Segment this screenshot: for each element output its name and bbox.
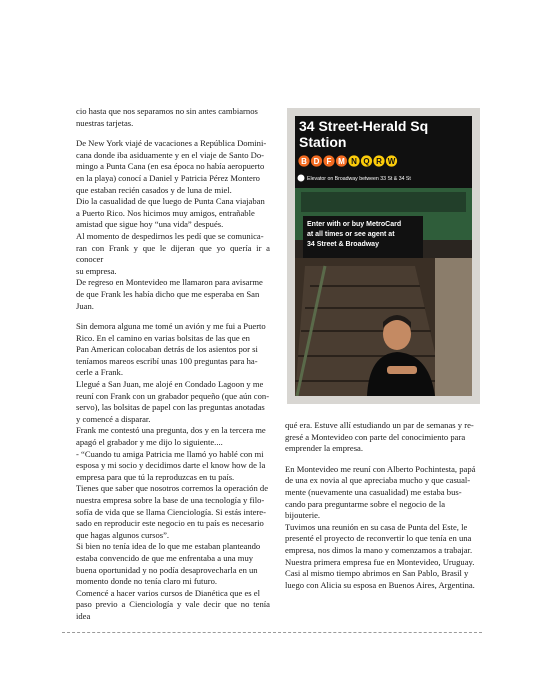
text-line: que estaban recién casados y de luna de miel. (76, 184, 232, 195)
text-line: reuní con Frank con un grabador pequeño (que aún con- (76, 390, 270, 401)
elevator-text: Elevator on Broadway between 33 St & 34 St (307, 176, 411, 182)
line-letter: F (326, 157, 332, 166)
text-line: amistad que sigue hoy “una vida” después. (76, 219, 224, 230)
line-letter: R (376, 157, 382, 166)
text-line: cana donde iba asiduamente y en el viaje de Santo Do- (76, 149, 265, 160)
text-line: de que Frank les había dicho que me esperaba en San (76, 288, 260, 299)
text-line: En Montevideo me reuní con Alberto Pochintesta, papá (285, 463, 476, 474)
paragraph (285, 464, 479, 592)
text-line: sado en reproducir este negocio en tu país es necesario (76, 518, 264, 529)
entry-line-3: 34 Street & Broadway (307, 241, 379, 248)
text-line: luego con Alicia su esposa en Buenos Aires, Argentina. (285, 579, 475, 590)
text-line: cerle a Frank. (76, 367, 124, 378)
text-line: Comencé a hacer varios cursos de Dianética que es el (76, 587, 260, 598)
text-line: bijouterie. (285, 510, 321, 521)
text-line: servo), las bolsitas de papel con las preguntas anotadas (76, 402, 265, 413)
line-letter: B (301, 157, 307, 166)
text-line: nuestra empresa sobre la base de una tecnología y filo- (76, 495, 265, 505)
text-line: Tienes que saber que nosotros corremos la operación de (76, 483, 269, 494)
text-line: Dio la casualidad de que luego de Punta Cana viajaban (76, 196, 265, 207)
line-letter: W (387, 157, 396, 166)
text-line: estaba convencido de que me enfrentaba a una muy (76, 552, 254, 563)
line-letter: M (338, 157, 345, 166)
text-line: mente (nuevamente una casualidad) me estaba bus- (285, 486, 462, 497)
text-line: De New York viajé de vacaciones a República Domini- (76, 138, 267, 149)
text-line: buena oportunidad y no podía desaprovecharla en un (76, 564, 258, 575)
text-line: Juan. (76, 300, 94, 311)
text-line: Llegué a San Juan, me alojé en Condado Lagoon y me (76, 379, 264, 390)
text-line: Pan American colocaban detrás de los asientos por si (76, 344, 258, 355)
subway-entrance-photo (295, 116, 472, 396)
text-line: emprender la empresa. (285, 443, 364, 454)
text-line: ran con Frank y que le dijeran que yo quería ir a conocer (76, 242, 270, 265)
line-letter: N (351, 157, 357, 166)
left-text-column (76, 106, 270, 632)
sign-title-2: Station (299, 134, 347, 150)
text-line: Sin demora alguna me tomé un avión y me fui a Puerto (76, 321, 266, 332)
paragraph (76, 106, 270, 129)
text-line: apagó el grabador y me dijo lo siguiente.... (76, 437, 223, 448)
text-line: - “Cuando tu amiga Patricia me llamó yo hablé con mi (76, 448, 264, 459)
text-line: qué era. Estuve allí estudiando un par de semanas y re- (285, 420, 474, 430)
text-line: Rico. En el camino en varias bolsitas de las que en (76, 332, 250, 343)
text-line: teníamos mareos escribí unas 100 preguntas para ha- (76, 355, 258, 366)
text-line: de una ex novia al que apreciaba mucho y que casual- (285, 475, 471, 486)
text-line: Frank me contestó una pregunta, dos y en la tercera me (76, 425, 266, 436)
text-line: a Puerto Rico. Nos hicimos muy amigos, entrañable (76, 207, 255, 218)
text-line: que hagas algunos cursos”. (76, 529, 170, 540)
text-line: esposa y mi socio y decidimos darte el know how de la (76, 460, 266, 471)
text-line: presenté el proyecto de reconvertir lo que tenía en una (285, 533, 472, 544)
text-line: y comencé a disparar. (76, 413, 151, 424)
footer-divider (62, 632, 482, 633)
paragraph (76, 321, 270, 622)
paragraph (285, 420, 479, 455)
text-line: Si bien no tenía idea de lo que me estaban planteando (76, 541, 261, 552)
text-line: cando para preguntarme sobre el negocio de la (285, 498, 446, 509)
text-line: su empresa. (76, 265, 117, 276)
subway-photo-frame (287, 108, 480, 404)
entry-line-2: at all times or see agent at (307, 231, 395, 238)
text-line: en la playa) conocí a Daniel y Patricia Pérez Montero (76, 172, 260, 183)
text-line: Tuvimos una reunión en su casa de Punta del Este, le (285, 521, 468, 532)
text-line: mingo a Punta Cana (en esa época no había aeropuerto (76, 161, 265, 172)
right-text-column (285, 420, 479, 600)
line-letter: D (313, 157, 320, 166)
text-line: Casi al mismo tiempo abrimos en San Pablo, Brasil y (285, 568, 469, 579)
text-line: Nuestra primera empresa fue en Montevideo, Uruguay. (285, 556, 475, 567)
entry-line-1: Enter with or buy MetroCard (307, 221, 402, 228)
text-line: empresa para que tú la reproduzcas en tu país. (76, 471, 235, 482)
text-line: cio hasta que nos separamos no sin antes cambiarnos (76, 106, 258, 116)
sign-title-1: 34 Street-Herald Sq (299, 118, 429, 134)
line-letter: Q (363, 157, 370, 166)
text-line: paso previo a Cienciología y vale decir que no tenía idea (76, 599, 270, 621)
text-line: Al momento de despedirnos les pedí que se comunica- (76, 230, 264, 241)
text-line: De regreso en Montevideo me llamaron para avisarme (76, 277, 263, 288)
text-line: empresa, nos dimos la mano y comenzamos a trabajar. (285, 544, 473, 555)
elevator-icon (298, 175, 305, 182)
paragraph (76, 138, 270, 312)
text-line: sofía de vida que se llama Cienciología. Si estás intere- (76, 506, 266, 517)
text-line: momento donde no tenía claro mi futuro. (76, 576, 218, 587)
text-line: nuestras tarjetas. (76, 117, 134, 128)
text-line: gresé a Montevideo con parte del conocimiento para (285, 431, 466, 442)
